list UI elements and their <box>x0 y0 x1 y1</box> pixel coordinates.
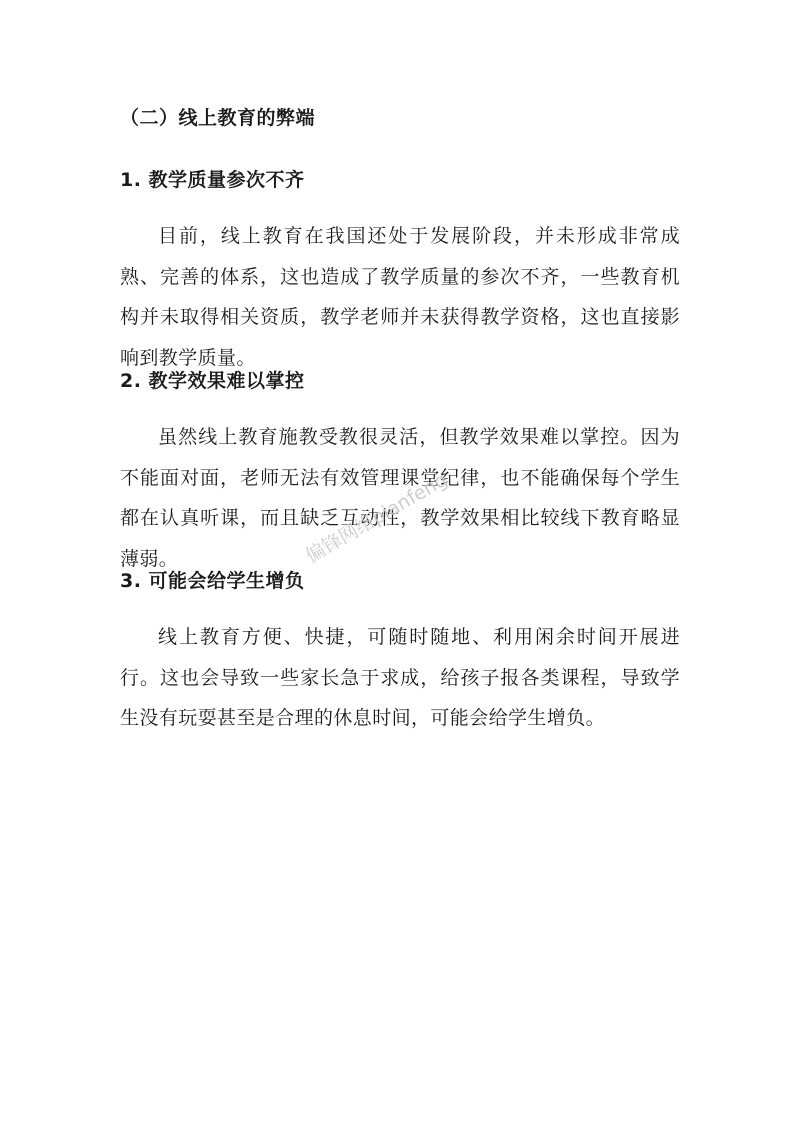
subheading-2: 2. 教学效果难以掌控 <box>120 370 305 392</box>
subheading-3: 3. 可能会给学生增负 <box>120 570 305 592</box>
subheading-1: 1. 教学质量参次不齐 <box>120 169 305 191</box>
watermark: 偏锋网络pianfeng <box>302 468 452 568</box>
section-title: （二）线上教育的弊端 <box>120 107 316 129</box>
paragraph-3: 线上教育方便、快捷，可随时随地、利用闲余时间开展进行。这也会导致一些家长急于求成，给孩子报各类课程，导致学生没有玩耍甚至是合理的休息时间，可能会给学生增负。 <box>120 626 680 729</box>
paragraph-1: 目前，线上教育在我国还处于发展阶段，并未形成非常成熟、完善的体系，这也造成了教学质量的参次不齐，一些教育机构并未取得相关资质，教学老师并未获得教学资格，这也直接影响到教学质量。 <box>120 225 680 369</box>
paragraph-2: 虽然线上教育施教受教很灵活，但教学效果难以掌控。因为不能面对面，老师无法有效管理课堂纪律，也不能确保每个学生都在认真听课，而且缺乏互动性，教学效果相比较线下教育略显薄弱。 <box>120 426 680 570</box>
